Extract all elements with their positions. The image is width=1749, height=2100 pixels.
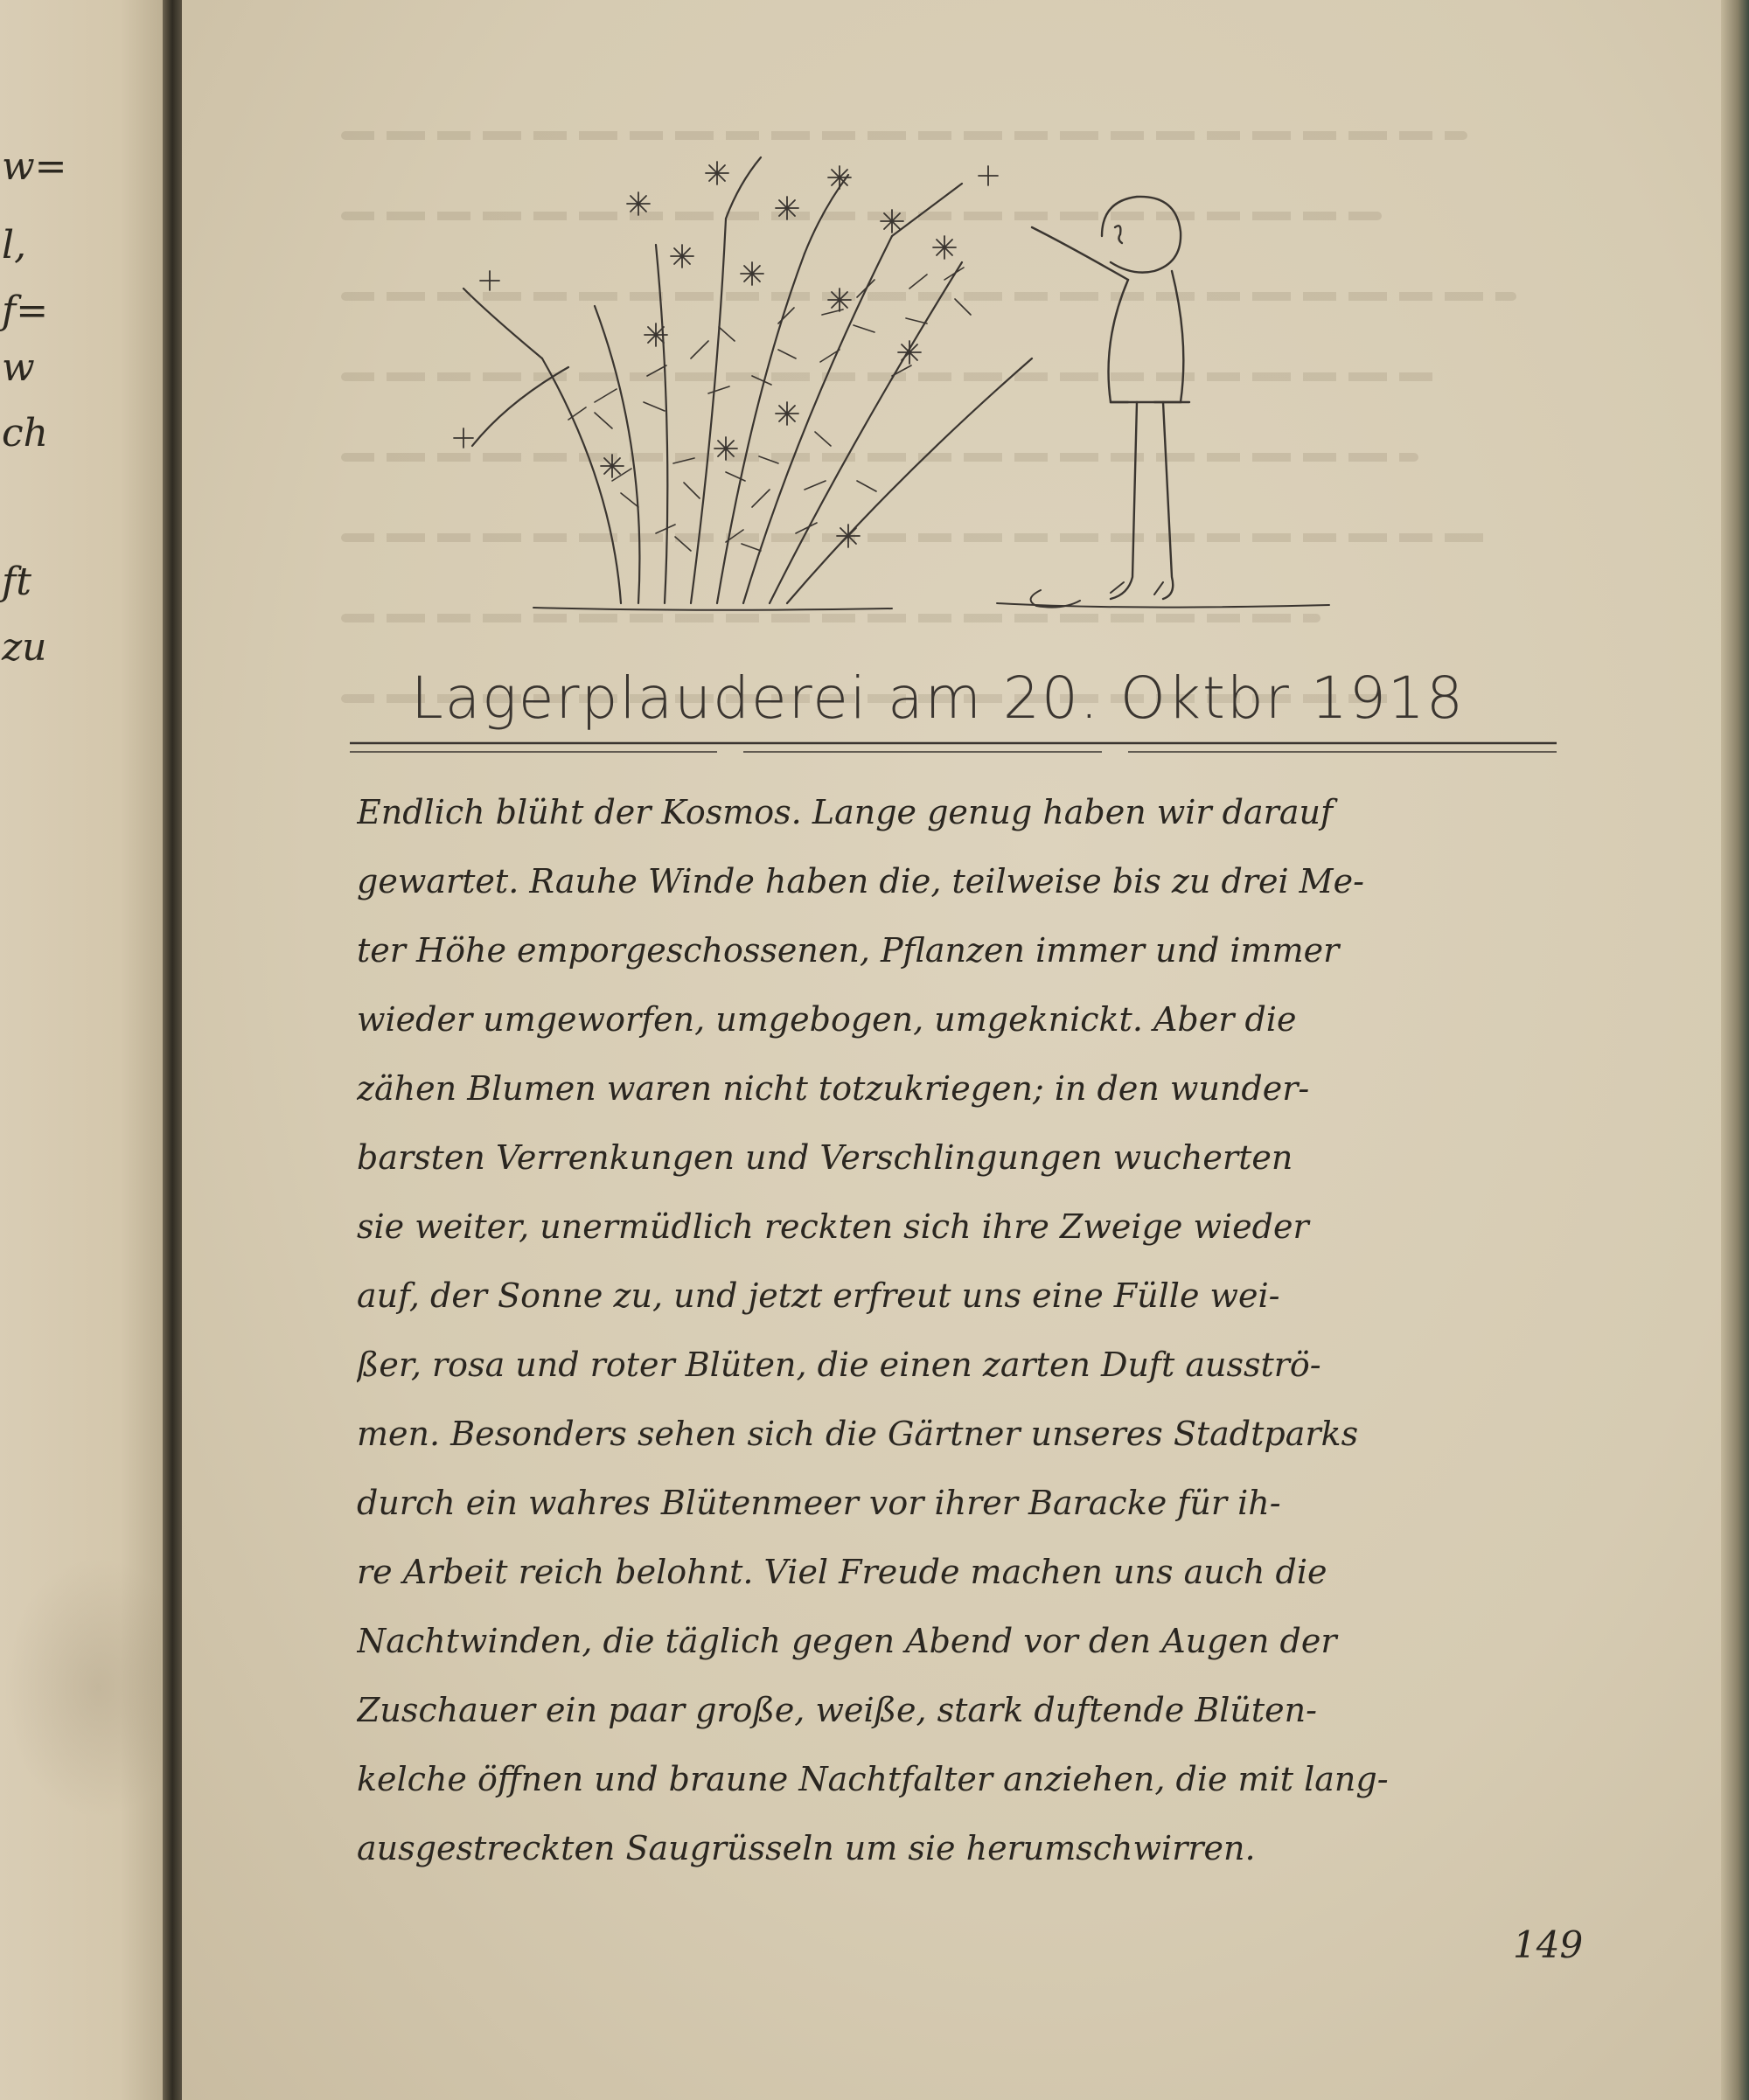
text-line: ter Höhe emporgeschossenen, Pflanzen immer und immer: [357, 931, 1340, 970]
text-line: kelche öffnen und braune Nachtfalter anziehen, die mit lang-: [357, 1760, 1389, 1798]
text-line: barsten Verrenkungen und Verschlingungen wucherten: [357, 1138, 1293, 1177]
shrub-illustration: [437, 114, 1399, 638]
page-number: 149: [1513, 1923, 1584, 1966]
text-line: zähen Blumen waren nicht totzukriegen; in den wunder-: [357, 1069, 1310, 1108]
left-page-bleed: [3, 1556, 161, 1818]
left-fragment: w: [2, 345, 35, 390]
left-fragment: f=: [2, 289, 49, 333]
left-fragment: ch: [2, 411, 48, 455]
text-line: gewartet. Rauhe Winde haben die, teilweise bis zu drei Me-: [357, 862, 1364, 900]
text-line: durch ein wahres Blütenmeer vor ihrer Baracke für ih-: [357, 1484, 1281, 1522]
handwritten-body: [357, 778, 1581, 1883]
text-line: sie weiter, unermüdlich reckten sich ihre Zweige wieder: [357, 1207, 1309, 1246]
text-line: men. Besonders sehen sich die Gärtner unseres Stadtparks: [357, 1415, 1359, 1453]
left-fragment: zu: [2, 625, 47, 670]
book-gutter: [163, 0, 182, 2100]
text-line: Zuschauer ein paar große, weiße, stark duftende Blüten-: [357, 1691, 1317, 1729]
left-fragment: ft: [2, 560, 31, 604]
text-line: re Arbeit reich belohnt. Viel Freude machen uns auch die: [357, 1553, 1327, 1591]
text-line: ßer, rosa und roter Blüten, die einen zarten Duft ausströ-: [357, 1346, 1321, 1384]
text-line: Endlich blüht der Kosmos. Lange genug haben wir darauf: [357, 793, 1334, 831]
page-edge: [1721, 0, 1749, 2100]
text-line: wieder umgeworfen, umgebogen, umgeknickt. Aber die: [357, 1000, 1297, 1039]
left-fragment: w=: [2, 144, 67, 189]
title-underline: [350, 733, 1565, 759]
page-title: Lagerplauderei am 20. Oktbr 1918: [411, 664, 1465, 732]
text-line: Nachtwinden, die täglich gegen Abend vor den Augen der: [357, 1622, 1337, 1660]
left-page: [0, 0, 171, 2100]
text-line: auf, der Sonne zu, und jetzt erfreut uns eine Fülle wei-: [357, 1276, 1280, 1315]
left-fragment: l,: [2, 223, 27, 268]
text-line: ausgestreckten Saugrüsseln um sie herumschwirren.: [357, 1829, 1256, 1867]
